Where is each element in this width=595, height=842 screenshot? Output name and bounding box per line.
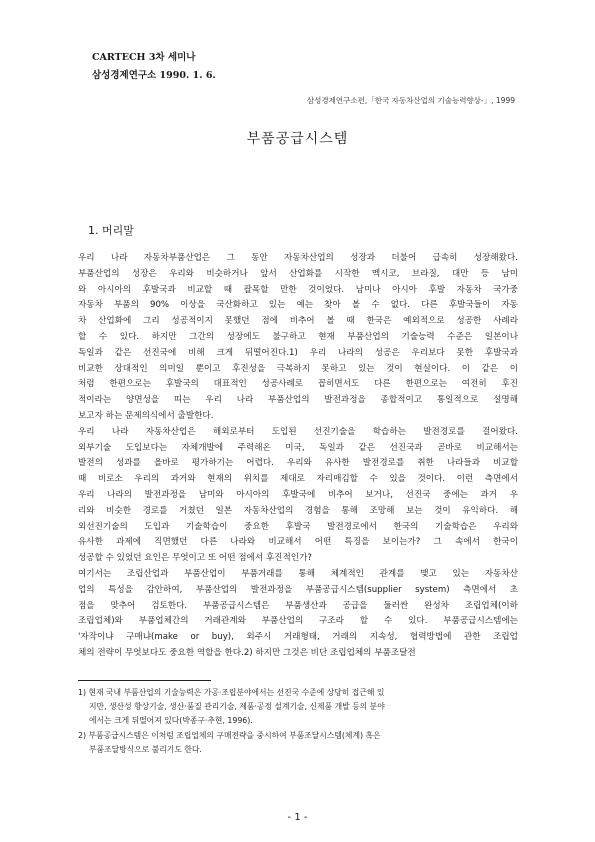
paragraph	[78, 425, 518, 567]
paragraph	[78, 567, 518, 662]
seminar-date: 삼성경제연구소 1990. 1. 6.	[92, 70, 216, 81]
text-line: 우리 나라 자동차산업은 해외로부터 도입된 선진기술을 학습하는 발전경로를 걸어왔다.	[78, 426, 518, 437]
text-line: 외선진기술의 도입과 기술학습이 중요한 후발국 발전경로에서 한국의 기술학습은 우리와	[78, 521, 518, 532]
text-line: 업의 특성을 감안하여, 부품산업의 발전과정을 부품공급시스템(supplier system) 측면에서 초	[78, 584, 518, 595]
footnote-line: 지만, 생산성 향상기술, 생산·품질 관리기술, 제품·공정 설계기술, 신제품 개발 등의 분야	[89, 702, 385, 712]
document-header	[92, 49, 216, 85]
footnote-line: 에서는 크게 뒤떨어져 있다(박종구·추현, 1996).	[89, 716, 253, 726]
text-line: 독일과 같은 선진국에 비해 크게 뒤떨어진다.1) 우리 나라의 성공은 우리보다 못한 후발국과	[78, 347, 518, 358]
text-line: 보고자 하는 문제의식에서 출발한다.	[78, 410, 214, 421]
page-title: 부품공급시스템	[246, 131, 349, 147]
text-line: 비교한 상대적인 의미일 뿐이고 후진성을 극복하지 못하고 있는 것이 현실이다. 이 같은 이	[78, 363, 518, 374]
paragraph	[78, 251, 518, 425]
page-number: - 1 -	[287, 812, 308, 823]
text-line: 부품산업의 성장은 우리와 비슷하거나 앞서 산업화를 시작한 멕시코, 브라질, 대만 등 남미	[78, 268, 518, 279]
source-citation: 삼성경제연구소편,「한국 자동차산업의 기술능력향상-」, 1999	[306, 96, 515, 105]
text-line: 할 수 있다. 하지만 그간의 성장에도 불구하고 현재 부품산업의 기술능력 수준은 일본이나	[78, 331, 518, 342]
footnotes	[78, 686, 520, 757]
text-line: 자동차 부품의 90% 이상을 국산화하고 있는 예는 찾아 볼 수 없다. 다른 후발국들이 자동	[78, 300, 518, 311]
text-line: 외부기술 도입보다는 자체개발에 주력해온 미국, 독일과 같은 선진국과 곧바로 비교해서는	[78, 442, 518, 453]
section-heading: 1. 머리말	[88, 224, 134, 237]
text-line: 체의 전략이 무엇보다도 중요한 역할을 한다.2) 하지만 그것은 비단 조립업체의 부품조달전	[78, 647, 416, 658]
text-line: 와 아시아의 후발국과 비교할 때 괄목할 만한 것이었다. 남미나 아시아 후발 자동차 국가중	[78, 284, 518, 295]
footnote-line: 2) 부품공급시스템은 이처럼 조립업체의 구매전략을 중시하여 부품조달시스템(체계) 혹은	[78, 730, 381, 740]
text-line: 때 비로소 우리의 과거와 현재의 위치를 제대로 자리매김할 수 있을 것이다. 이런 측면에서	[78, 474, 518, 485]
text-line: 우리 나라의 발전과정을 남미와 아시아의 후발국에 비추어 보거나, 선진국 중에는 과거 우	[78, 489, 518, 500]
text-line: 여기서는 조립산업과 부품산업이 부품거래를 통해 체계적인 관계를 맺고 있는 자동차산	[78, 568, 518, 579]
seminar-title: CARTECH 3차 세미나	[92, 52, 196, 63]
body-text	[78, 251, 518, 662]
text-line: 리와 비슷한 경로를 거쳤던 일본 자동차산업의 경험을 통해 조망해 보는 것이 유익하다. 해	[78, 505, 518, 516]
text-line: 점을 맞추어 검토한다. 부품공급시스템은 부품생산과 공급을 둘러싼 완성차 조립업체(이하	[78, 600, 518, 611]
footnote	[78, 686, 520, 729]
footnote-divider	[78, 680, 211, 681]
footnote-line: 1) 현재 국내 부품산업의 기술능력은 가공·조립분야에서는 선진국 수준에 상당히 접근해 있	[78, 688, 385, 697]
text-line: 발전의 성과를 올바로 평가하기는 어렵다. 우리와 유사한 발전경로를 취한 나라들과 비교할	[78, 458, 518, 469]
text-line: 처럼 한편으로는 후발국의 대표적인 성공사례로 꼽히면서도 다른 한편으로는 여전히 후진	[78, 379, 518, 390]
text-line: 우리 나라 자동차부품산업은 그 동안 자동차산업의 성장과 더불어 급속히 성장해왔다.	[78, 253, 518, 263]
text-line: '자작이냐 구매냐(make or buy), 외주시 거래형태, 거래의 지속성, 협력방법에 관한 조립업	[78, 632, 518, 643]
text-line: 적이라는 양면성을 띠는 우리 나라 부품산업의 발전과정을 종합적이고 통일적으로 설명해	[78, 395, 518, 406]
text-line: 조립업체)와 부품업체간의 거래관계와 부품산업의 구조라 할 수 있다. 부품공급시스템에는	[78, 616, 518, 627]
footnote-line: 부품조달방식으로 불리기도 한다.	[89, 744, 202, 754]
text-line: 유사한 과제에 직면했던 다른 나라와 비교해서 어떤 특징을 보이는가? 그 속에서 한국이	[78, 537, 518, 548]
text-line: 차 산업화에 그리 성공적이지 못했던 점에 비추어 볼 때 한국은 예외적으로 성공한 사례라	[78, 316, 518, 327]
footnote	[78, 729, 520, 757]
text-line: 성공할 수 있었던 요인은 무엇이고 또 어떤 점에서 후진적인가?	[78, 553, 312, 564]
